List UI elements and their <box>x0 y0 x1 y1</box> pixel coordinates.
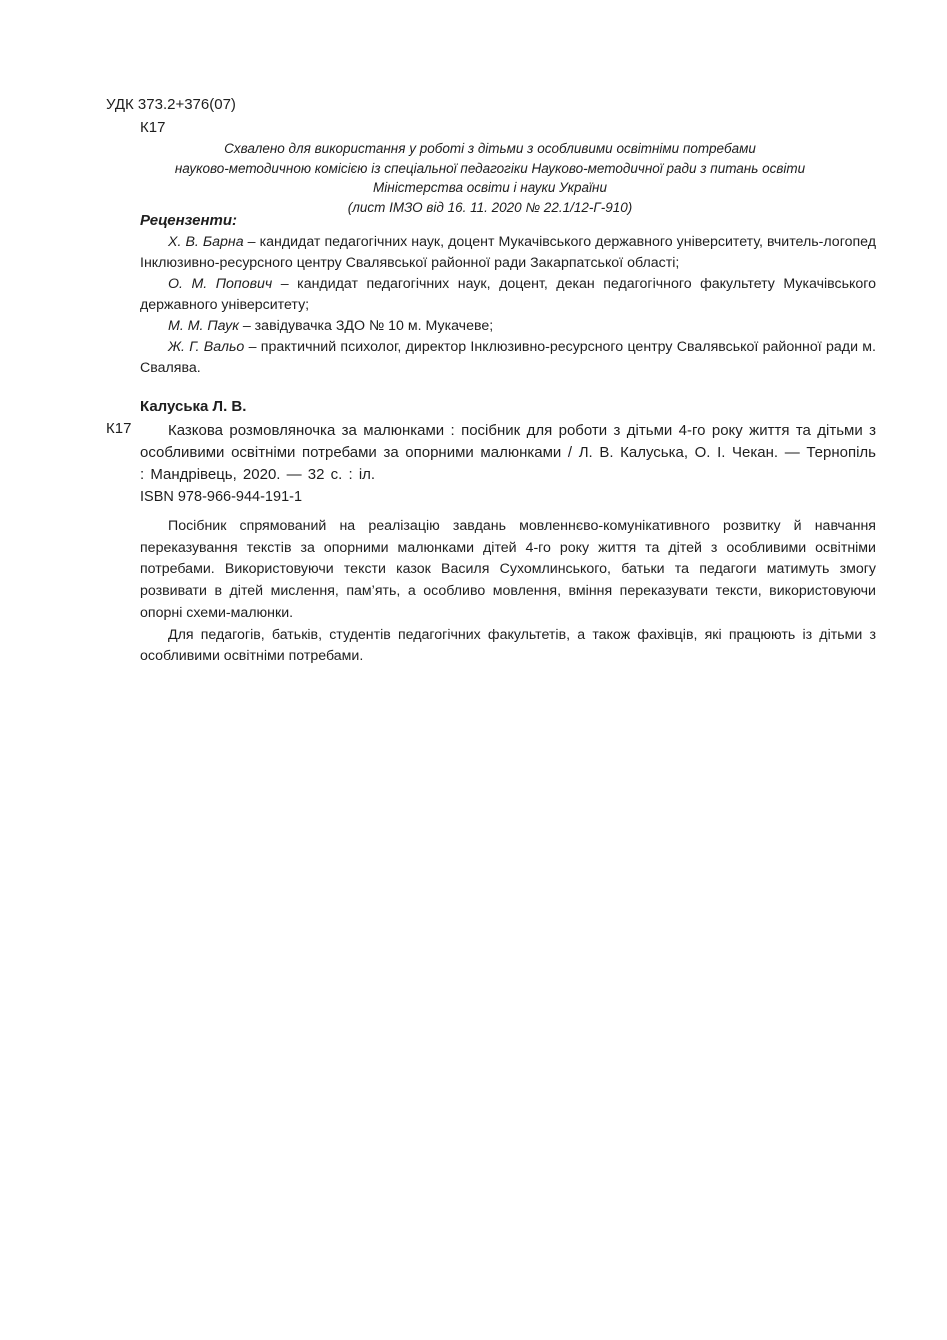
reviewer-name: О. М. Попович <box>168 276 273 292</box>
bbk-code: К17 <box>140 119 166 136</box>
reviewers-list <box>140 232 876 379</box>
reviewer-description: – завідувачка ЗДО № 10 м. Мукачеве; <box>238 318 494 334</box>
reviewer-item <box>140 232 876 274</box>
reviewers-heading: Рецензенти: <box>140 212 238 229</box>
isbn: ISBN 978-966-944-191-1 <box>140 489 303 505</box>
reviewer-description: – кандидат педагогічних наук, доцент Мукачівського державного університету, вчитель-логопед Інклюзивно-ресурсного центру Свалявської районної ради Закарпатської області; <box>140 234 876 271</box>
reviewer-name: Х. В. Барна <box>168 234 244 250</box>
catalog-description: Казкова розмовляночка за малюнками : посібник для роботи з дітьми 4-го року життя та дітьми з особливими освітніми потребами за опорними малюнками / Л. В. Калуська, О. І. Чекан. — Тернопіль : Мандрівець, 2020. — 32 с. : іл. <box>140 422 876 483</box>
annotation-paragraph: Посібник спрямований на реалізацію завдань мовленнєво-комунікативного розвитку й навчання переказування текстів за опорними малюнками дітей 4-го року життя та дітей з особливими освітніми потребами. Використовуючи тексти казок Василя Сухомлинського, батьки та педагоги матимуть змогу розвивати в дітей мислення, пам’ять, а особливо мовлення, вміння переказувати тексти, використовуючи опорні схеми-малюнки. <box>140 518 876 621</box>
reviewer-item <box>140 274 876 316</box>
catalog-code: К17 <box>106 420 132 437</box>
udk-code: УДК 373.2+376(07) <box>106 96 236 113</box>
approval-line: (лист ІМЗО від 16. 11. 2020 № 22.1/12-Г-910) <box>347 199 633 215</box>
reviewer-description: – практичний психолог, директор Інклюзивно-ресурсного центру Свалявської районної ради м. Свалява. <box>140 339 876 376</box>
reviewer-name: Ж. Г. Вальо <box>168 339 245 355</box>
reviewer-item <box>140 337 876 379</box>
approval-line: науково-методичною комісією із спеціальної педагогіки Науково-методичної ради з питань освіти <box>174 160 806 176</box>
reviewer-name: М. М. Паук <box>168 318 239 334</box>
catalog-author: Калуська Л. В. <box>140 398 247 415</box>
approval-line: Міністерства освіти і науки України <box>373 180 607 195</box>
annotation-paragraph: Для педагогів, батьків, студентів педагогічних факультетів, а також фахівців, які працюють із дітьми з особливими освітніми потребами. <box>140 626 876 665</box>
reviewer-item <box>140 316 876 337</box>
approval-note <box>140 139 840 217</box>
annotation <box>140 516 876 668</box>
reviewer-description: – кандидат педагогічних наук, доцент, декан педагогічного факультету Мукачівського державного університету; <box>140 276 876 313</box>
approval-line: Схвалено для використання у роботі з дітьми з особливими освітніми потребами <box>224 141 756 156</box>
